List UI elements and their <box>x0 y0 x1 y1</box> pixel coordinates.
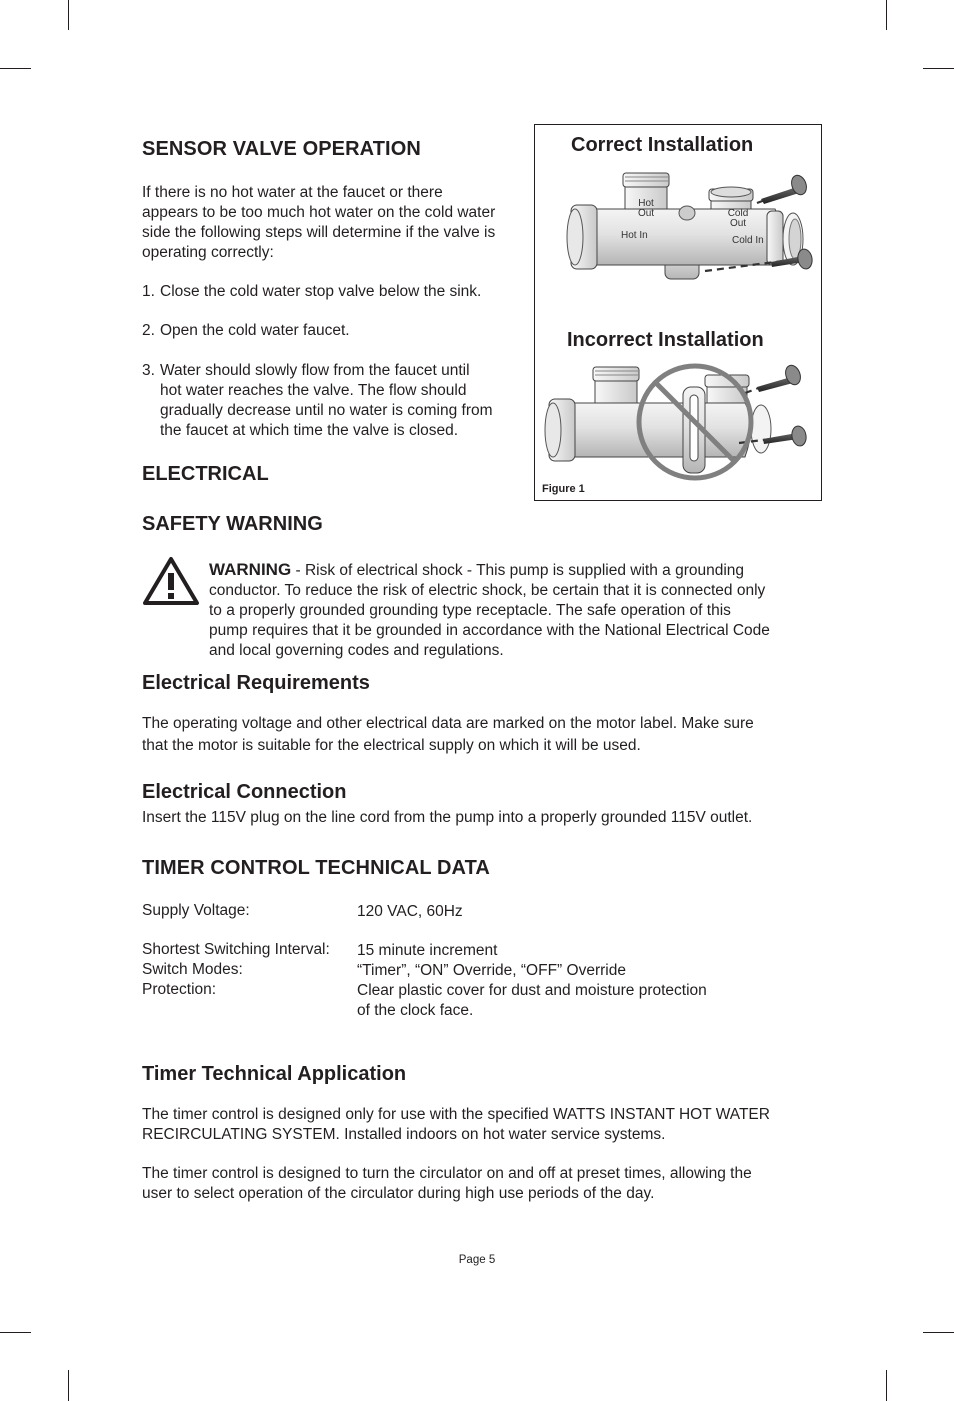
spec-value <box>357 902 463 922</box>
spec-label: Protection: <box>142 981 217 998</box>
crop-mark <box>0 68 31 69</box>
valve-illustration <box>535 125 821 500</box>
crop-mark <box>68 1370 69 1401</box>
text-line: conductor. To reduce the risk of electric shock, be certain that it is connected only <box>209 582 766 599</box>
electrical-requirements-heading: Electrical Requirements <box>142 672 370 694</box>
text-line: If there is no hot water at the faucet or there <box>142 184 443 201</box>
text-line: “Timer”, “ON” Override, “OFF” Override <box>357 962 626 979</box>
correct-installation-title: Correct Installation <box>571 134 754 156</box>
label-cold-in: Cold In <box>732 235 764 246</box>
sensor-valve-intro <box>142 183 527 263</box>
text-line: hot water reaches the valve. The flow should <box>160 382 467 399</box>
electrical-connection-heading: Electrical Connection <box>142 781 347 803</box>
crop-mark <box>886 1370 887 1401</box>
text-line: pump requires that it be grounded in accordance with the National Electrical Code <box>209 622 770 639</box>
spec-label: Shortest Switching Interval: <box>142 941 330 958</box>
text-line: operating correctly: <box>142 244 274 261</box>
text-line: to a properly grounded grounding type receptacle. The safe operation of this <box>209 602 731 619</box>
warning-label: WARNING <box>209 560 292 579</box>
label-hot-out-1: Hot <box>638 198 654 209</box>
text-line: the faucet at which time the valve is closed. <box>160 422 459 439</box>
text-line: gradually decrease until no water is coming from <box>160 402 493 419</box>
text-line: Open the cold water faucet. <box>160 322 350 339</box>
timer-application-para-2 <box>142 1164 832 1204</box>
spec-label: Supply Voltage: <box>142 902 250 919</box>
timer-data-heading: TIMER CONTROL TECHNICAL DATA <box>142 857 490 879</box>
electrical-requirements-text <box>142 713 822 757</box>
step-item <box>142 321 527 341</box>
spec-value <box>357 961 626 981</box>
warning-first-line: - Risk of electrical shock - This pump is supplied with a grounding <box>291 562 745 579</box>
step-number: 3. <box>142 362 155 379</box>
text-line: 120 VAC, 60Hz <box>357 903 463 920</box>
step-number: 1. <box>142 283 155 300</box>
text-line: RECIRCULATING SYSTEM. Installed indoors on hot water service systems. <box>142 1126 666 1143</box>
incorrect-valve <box>545 363 808 473</box>
text-line: Water should slowly flow from the faucet until <box>160 362 470 379</box>
crop-mark <box>68 0 69 30</box>
crop-mark <box>923 1332 954 1333</box>
text-line: side the following steps will determine if the valve is <box>142 224 496 241</box>
step-item <box>142 282 527 302</box>
electrical-heading: ELECTRICAL <box>142 463 269 485</box>
figure-caption: Figure 1 <box>542 483 585 495</box>
page-number: Page 5 <box>458 1254 496 1266</box>
spec-label: Switch Modes: <box>142 961 243 978</box>
label-hot-out-2: Out <box>637 208 655 219</box>
text-line: 15 minute increment <box>357 942 498 959</box>
text-line: Clear plastic cover for dust and moisture protection <box>357 982 707 999</box>
text-line: appears to be too much hot water on the cold water <box>142 204 496 221</box>
electrical-connection-text: Insert the 115V plug on the line cord from the pump into a properly grounded 115V outlet. <box>142 809 753 826</box>
label-cold-out-1: Cold <box>727 208 749 219</box>
text-line: and local governing codes and regulations. <box>209 642 504 659</box>
text-line: The timer control is designed only for use with the specified WATTS INSTANT HOT WATER <box>142 1106 770 1123</box>
correct-valve <box>567 173 814 279</box>
label-hot-in: Hot In <box>621 230 648 241</box>
figure-box <box>534 124 822 501</box>
text-line: The operating voltage and other electrical data are marked on the motor label. Make sure <box>142 715 754 732</box>
text-line: The timer control is designed to turn the circulator on and off at preset times, allowing the <box>142 1165 752 1182</box>
timer-application-para-1 <box>142 1105 832 1145</box>
incorrect-installation-title: Incorrect Installation <box>567 329 764 351</box>
crop-mark <box>0 1332 31 1333</box>
spec-value <box>357 941 497 961</box>
warning-triangle-icon <box>142 556 200 606</box>
timer-application-heading: Timer Technical Application <box>142 1063 407 1085</box>
crop-mark <box>886 0 887 30</box>
safety-warning-heading: SAFETY WARNING <box>142 513 323 535</box>
warning-text <box>209 560 819 661</box>
text-line: of the clock face. <box>357 1002 474 1019</box>
sensor-valve-heading: SENSOR VALVE OPERATION <box>142 138 421 160</box>
label-cold-out-2: Out <box>729 218 747 229</box>
step-number: 2. <box>142 322 155 339</box>
text-line: that the motor is suitable for the electrical supply on which it will be used. <box>142 737 641 754</box>
text-line: Close the cold water stop valve below the sink. <box>160 283 482 300</box>
crop-mark <box>923 68 954 69</box>
step-item <box>142 361 527 441</box>
text-line: user to select operation of the circulator during high use periods of the day. <box>142 1185 655 1202</box>
spec-value <box>357 981 707 1021</box>
